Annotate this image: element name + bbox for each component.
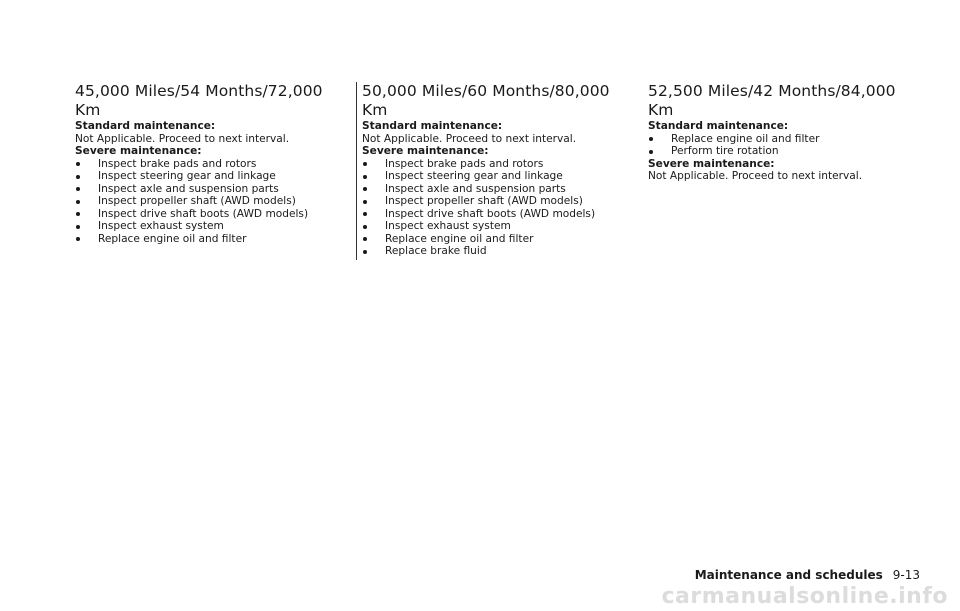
standard-maintenance-label: Standard maintenance:	[648, 120, 789, 132]
bullet-icon	[76, 225, 80, 229]
bullet-icon	[76, 237, 80, 241]
list-item: Inspect axle and suspension parts	[75, 183, 339, 196]
bullet-icon	[363, 162, 367, 166]
interval-column-50000	[356, 82, 620, 260]
interval-heading: 50,000 Miles/60 Months/80,000 Km	[362, 82, 610, 119]
bullet-icon	[76, 162, 80, 166]
list-item: Inspect brake pads and rotors	[362, 158, 620, 171]
bullet-icon	[76, 175, 80, 179]
bullet-icon	[649, 150, 653, 154]
footer-section-name: Maintenance and schedules	[694, 568, 883, 582]
interval-column-45000	[75, 82, 339, 245]
standard-maintenance-label: Standard maintenance:	[362, 120, 503, 132]
list-item: Inspect axle and suspension parts	[362, 183, 620, 196]
severe-maintenance-list	[362, 158, 620, 258]
bullet-icon	[649, 137, 653, 141]
bullet-icon	[363, 200, 367, 204]
list-item: Inspect steering gear and linkage	[75, 170, 339, 183]
list-item: Replace engine oil and filter	[648, 133, 907, 146]
severe-maintenance-list	[75, 158, 339, 246]
bullet-icon	[76, 187, 80, 191]
list-item: Replace brake fluid	[362, 245, 620, 258]
list-item: Replace engine oil and filter	[362, 233, 620, 246]
list-item: Inspect propeller shaft (AWD models)	[362, 195, 620, 208]
list-item: Inspect exhaust system	[75, 220, 339, 233]
standard-maintenance-text: Not Applicable. Proceed to next interval.	[75, 132, 290, 145]
bullet-icon	[363, 187, 367, 191]
bullet-icon	[76, 200, 80, 204]
severe-maintenance-text: Not Applicable. Proceed to next interval.	[648, 170, 863, 182]
page-number: 9-13	[892, 568, 920, 582]
list-item: Inspect drive shaft boots (AWD models)	[75, 208, 339, 221]
list-item: Inspect exhaust system	[362, 220, 620, 233]
standard-maintenance-text: Not Applicable. Proceed to next interval.	[362, 132, 577, 145]
interval-heading: 45,000 Miles/54 Months/72,000 Km	[75, 82, 323, 119]
bullet-icon	[363, 212, 367, 216]
list-item: Inspect propeller shaft (AWD models)	[75, 195, 339, 208]
severe-maintenance-label: Severe maintenance:	[362, 145, 489, 157]
list-item: Replace engine oil and filter	[75, 233, 339, 246]
bullet-icon	[363, 250, 367, 254]
bullet-icon	[363, 225, 367, 229]
page-footer	[695, 568, 920, 582]
list-item: Inspect drive shaft boots (AWD models)	[362, 208, 620, 221]
list-item: Perform tire rotation	[648, 145, 907, 158]
interval-column-52500	[643, 82, 907, 183]
bullet-icon	[76, 212, 80, 216]
bullet-icon	[363, 175, 367, 179]
interval-heading: 52,500 Miles/42 Months/84,000 Km	[648, 82, 896, 119]
standard-maintenance-list	[648, 133, 907, 158]
severe-maintenance-label: Severe maintenance:	[75, 145, 202, 157]
standard-maintenance-label: Standard maintenance:	[75, 120, 216, 132]
list-item: Inspect steering gear and linkage	[362, 170, 620, 183]
severe-maintenance-label: Severe maintenance:	[648, 157, 775, 170]
watermark: carmanualsonline.info	[661, 584, 948, 609]
bullet-icon	[363, 237, 367, 241]
list-item: Inspect brake pads and rotors	[75, 158, 339, 171]
